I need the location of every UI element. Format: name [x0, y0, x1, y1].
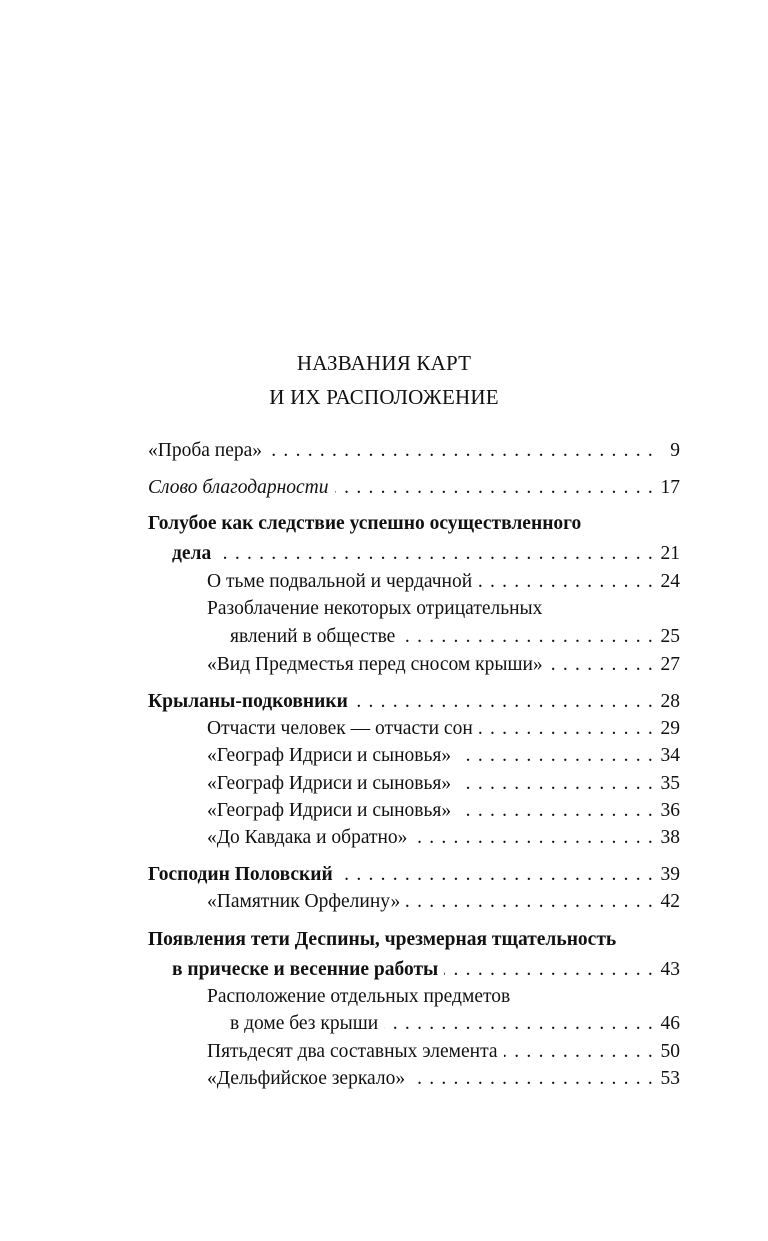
toc-entry-page: 46	[660, 1013, 680, 1034]
leader-dots	[549, 652, 654, 678]
toc-entry-title: «До Кавдака и обратно»	[207, 827, 408, 848]
toc-entry-page: 38	[660, 827, 680, 848]
toc-entry-title: Пятьдесят два составных элемента	[207, 1041, 498, 1062]
leader-dots	[401, 624, 654, 650]
toc-section-heading-line-1: Голубое как следствие успешно осуществленного	[148, 513, 582, 534]
toc-entry	[207, 716, 680, 742]
toc-entry	[230, 1011, 680, 1037]
leader-dots	[457, 743, 654, 769]
toc-entry-page: 50	[660, 1041, 680, 1062]
toc-entry-title: «Вид Предместья перед сносом крыши»	[207, 654, 543, 675]
toc-entry	[207, 889, 680, 915]
toc-entry-title: Господин Половский	[148, 864, 333, 885]
leader-dots	[444, 957, 654, 983]
toc-entry-page: 35	[660, 773, 680, 794]
toc-entry	[207, 1039, 680, 1065]
leader-dots	[504, 1039, 654, 1065]
toc-entry-page: 21	[660, 543, 680, 564]
toc-entry-title: «Проба пера»	[148, 440, 263, 461]
toc-entry	[207, 825, 680, 851]
toc-entry-page: 27	[660, 654, 680, 675]
toc-entry-title: «Памятник Орфелину»	[207, 891, 401, 912]
leader-dots	[413, 825, 654, 851]
toc-entry-page: 17	[660, 477, 680, 498]
toc-title-line-1: НАЗВАНИЯ КАРТ	[296, 351, 472, 375]
toc-section-heading	[148, 862, 680, 888]
toc-entry-title: в прическе и весенние работы	[172, 959, 439, 980]
toc-entry-page: 43	[660, 959, 680, 980]
toc-entry-page: 29	[660, 718, 680, 739]
toc-entry	[148, 475, 680, 501]
leader-dots	[384, 1011, 654, 1037]
toc-entry	[148, 438, 680, 464]
toc-entry-page: 24	[660, 571, 680, 592]
toc-entry-page: 42	[660, 891, 680, 912]
toc-entry-page: 53	[660, 1068, 680, 1089]
toc-entry	[207, 652, 680, 678]
leader-dots	[354, 689, 654, 715]
toc-entry	[207, 798, 680, 824]
toc-entry-line-1: Расположение отдельных предметов	[207, 986, 511, 1007]
toc-section-heading	[172, 957, 680, 983]
toc-entry-page: 9	[670, 440, 680, 461]
toc-section-heading	[148, 689, 680, 715]
toc-entry-title: явлений в обществе	[230, 626, 396, 647]
toc-entry-title: Слово благодарности	[148, 477, 329, 498]
leader-dots	[268, 438, 654, 464]
toc-entry	[207, 771, 680, 797]
leader-dots	[479, 716, 654, 742]
toc-entry	[207, 569, 680, 595]
leader-dots	[457, 771, 654, 797]
toc-entry-title: «Географ Идриси и сыновья»	[207, 773, 452, 794]
toc-entry-page: 34	[660, 745, 680, 766]
toc-entry-page: 36	[660, 800, 680, 821]
leader-dots	[335, 475, 654, 501]
leader-dots	[217, 541, 654, 567]
toc-entry-title: Отчасти человек — отчасти сон	[207, 718, 473, 739]
toc-entry-title: «Географ Идриси и сыновья»	[207, 800, 452, 821]
leader-dots	[406, 889, 654, 915]
toc-entry	[207, 743, 680, 769]
leader-dots	[339, 862, 654, 888]
toc-entry-title: Крыланы-подковники	[148, 691, 348, 712]
toc-entry-title: О тьме подвальной и чердачной	[207, 571, 473, 592]
toc-section-heading	[172, 541, 680, 567]
toc-entry-title: «Дельфийское зеркало»	[207, 1068, 406, 1089]
toc-entry-page: 25	[660, 626, 680, 647]
toc-entry-page: 28	[660, 691, 680, 712]
leader-dots	[457, 798, 654, 824]
leader-dots	[478, 569, 654, 595]
leader-dots	[411, 1066, 654, 1092]
toc-title-line-2: И ИХ РАСПОЛОЖЕНИЕ	[269, 385, 499, 409]
toc-entry-title: в доме без крыши	[230, 1013, 379, 1034]
toc-entry	[207, 1066, 680, 1092]
toc-entry-line-1: Разоблачение некоторых отрицательных	[207, 598, 543, 619]
toc-entry-title: «Географ Идриси и сыновья»	[207, 745, 452, 766]
toc-section-heading-line-1: Появления тети Деспины, чрезмерная тщательность	[148, 929, 617, 950]
toc-entry-page: 39	[660, 864, 680, 885]
toc-entry	[230, 624, 680, 650]
toc-entry-title: дела	[172, 543, 212, 564]
